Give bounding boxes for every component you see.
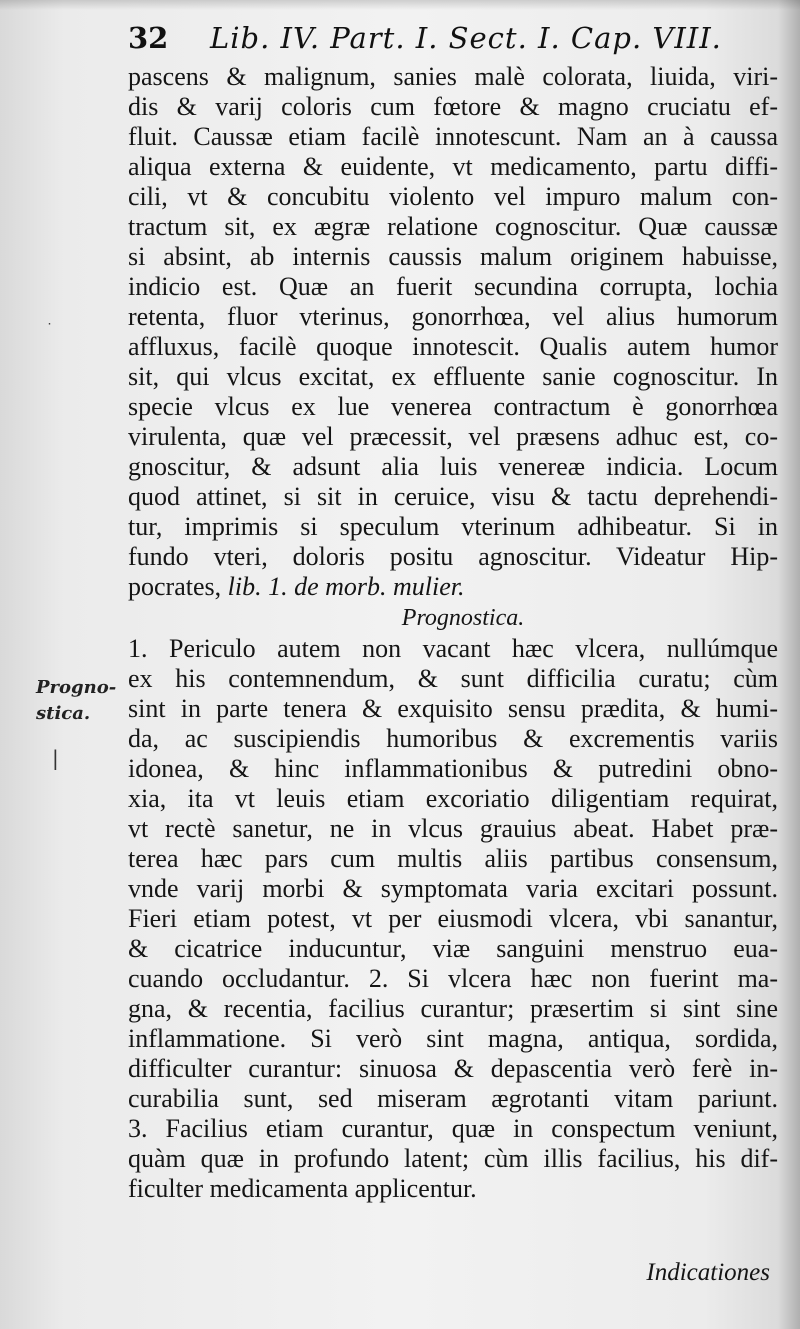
text-line: 1. Periculo autem non vacant hæc vlcera, nullúmque [128,634,778,663]
text-line: dis & varij coloris cum fœtore & magno cruciatu ef- [128,92,778,121]
text-line: 3. Facilius etiam curantur, quæ in conspectum veniunt, [128,1114,778,1143]
text-line: si absint, ab internis caussis malum originem habuisse, [128,242,778,271]
text-line: indicio est. Quæ an fuerit secundina corrupta, lochia [128,272,778,301]
text-line: tractum sit, ex ægræ relatione cognoscitur. Quæ caussæ [128,212,778,241]
text-line: cili, vt & concubitu violento vel impuro malum con- [128,182,778,211]
text-line: quàm quæ in profundo latent; cùm illis facilius, his dif- [128,1144,778,1173]
main-text-block [128,62,778,1204]
text-line: pascens & malignum, sanies malè colorata, liuida, viri- [128,62,778,91]
margin-rule-mark: | [52,746,59,770]
margin-note-line: Progno- [36,677,117,698]
text-line: idonea, & hinc inflammationibus & putredini obno- [128,754,778,783]
text-line: Fieri etiam potest, vt per eiusmodi vlcera, vbi sanantur, [128,904,778,933]
text-line: & cicatrice inducuntur, viæ sanguini menstruo eua- [128,934,778,963]
text-line: aliqua externa & euidente, vt medicamento, partu diffi- [128,152,778,181]
text-line: ex his contemnendum, & sunt difficilia curatu; cùm [128,664,778,693]
text-line: da, ac suscipiendis humoribus & excrementis variis [128,724,778,753]
citation-lead: pocrates, [128,572,228,601]
text-line: specie vlcus ex lue venerea contractum è gonorrhœa [128,392,778,421]
text-line: vt rectè sanetur, ne in vlcus grauius abeat. Habet præ- [128,814,778,843]
text-line: fundo vteri, doloris positu agnoscitur. Videatur Hip- [128,542,778,571]
running-head: Lib. IV. Part. I. Sect. I. Cap. VIII. [210,21,722,55]
text-line: inflammatione. Si verò sint magna, antiqua, sordida, [128,1024,778,1053]
citation-reference: lib. 1. de morb. mulier. [227,572,465,601]
catchword: Indicationes [646,1259,770,1286]
last-text-line: ficulter medicamenta applicentur. [128,1174,477,1203]
section-heading: Prognostica. [401,605,525,631]
page-header [128,18,768,58]
text-line: cuando occludantur. 2. Si vlcera hæc non fuerint ma- [128,964,778,993]
text-line: sit, qui vlcus excitat, ex effluente sanie cognoscitur. In [128,362,778,391]
text-line: tur, imprimis si speculum vterinum adhibeatur. Si in [128,512,778,541]
page-top-shadow [0,0,800,10]
text-line: virulenta, quæ vel præcessit, vel præsens adhuc est, co- [128,422,778,451]
page-gutter-shadow [778,0,800,1329]
text-line: curabilia sunt, sed miseram ægrotanti vitam pariunt. [128,1084,778,1113]
text-line: affluxus, facilè quoque innotescit. Qualis autem humor [128,332,778,361]
text-line: xia, ita vt leuis etiam excoriatio diligentiam requirat, [128,784,778,813]
text-line: terea hæc pars cum multis aliis partibus consensum, [128,844,778,873]
text-line: fluit. Caussæ etiam facilè innotescunt. Nam an à caussa [128,122,778,151]
text-line: gnoscitur, & adsunt alia luis venereæ indicia. Locum [128,452,778,481]
margin-note-line: stica. [36,703,91,724]
margin-note [36,675,120,727]
margin-speck-mark: ˙ [46,322,53,338]
text-line: vnde varij morbi & symptomata varia excitari possunt. [128,874,778,903]
text-line: sint in parte tenera & exquisito sensu prædita, & humi- [128,694,778,723]
text-line: retenta, fluor vterinus, gonorrhœa, vel alius humorum [128,302,778,331]
page-number: 32 [128,21,169,55]
text-line: difficulter curantur: sinuosa & depascentia verò ferè in- [128,1054,778,1083]
text-line: gna, & recentia, facilius curantur; præsertim si sint sine [128,994,778,1023]
text-line: quod attinet, si sit in ceruice, visu & tactu deprehendi- [128,482,778,511]
citation-line [128,572,778,602]
